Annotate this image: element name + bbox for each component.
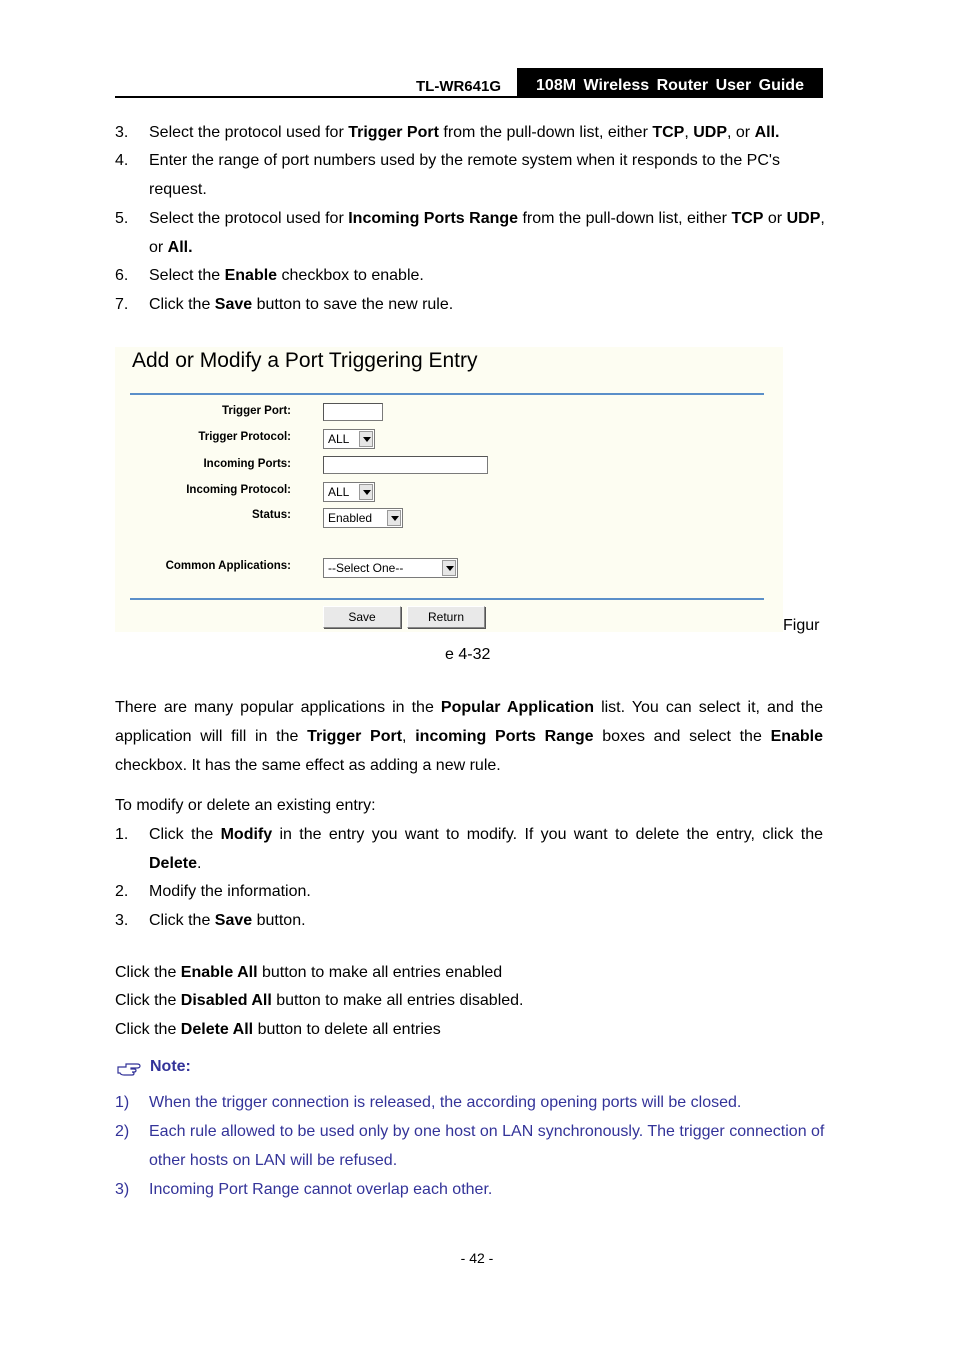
chevron-down-icon[interactable] [387, 510, 401, 526]
note-number: 2) [115, 1123, 130, 1140]
common-apps-value: --Select One-- [328, 561, 404, 575]
trigger-protocol-label: Trigger Protocol: [198, 431, 291, 443]
list-number: 1. [115, 826, 129, 843]
note-number: 1) [115, 1094, 130, 1111]
incoming-protocol-label: Incoming Protocol: [186, 484, 291, 496]
list-number: 4. [115, 152, 129, 169]
header-guide-title: 108M Wireless Router User Guide [517, 68, 823, 97]
list-text: Enter the range of port numbers used by the remote system when it responds to the PC's request. [149, 152, 780, 198]
list-text: Click the Save button. [149, 912, 306, 929]
chevron-down-icon[interactable] [359, 431, 373, 447]
list-number: 3. [115, 124, 129, 141]
trigger-protocol-value: ALL [328, 432, 350, 446]
list-text: Select the protocol used for Incoming Ports Range from the pull-down list, either TCP or UDP, or All. [149, 210, 825, 256]
port-trigger-form-panel [115, 347, 783, 632]
list-number: 7. [115, 296, 129, 313]
popular-application-paragraph: There are many popular applications in the Popular Application list. You can select it, and the application will fill in the Trigger Port, incoming Ports Range boxes and select the Enable checkbox. It has the same effect as adding a new rule. [115, 699, 824, 774]
note-label: Note: [150, 1058, 191, 1075]
status-value: Enabled [328, 511, 373, 525]
chevron-down-icon[interactable] [359, 484, 373, 500]
note-text: When the trigger connection is released, the according opening ports will be closed. [149, 1094, 742, 1111]
panel-title: Add or Modify a Port Triggering Entry [132, 349, 478, 372]
pointing-hand-icon [117, 1061, 141, 1077]
list-number: 3. [115, 912, 129, 929]
disabled-all-line: Click the Disabled All button to make all entries disabled. [115, 992, 524, 1009]
return-button[interactable]: Return [407, 606, 485, 628]
header-rule [115, 96, 823, 98]
trigger-protocol-select[interactable] [323, 429, 375, 449]
save-button[interactable]: Save [323, 606, 401, 628]
panel-top-rule [130, 393, 764, 395]
note-text: Each rule allowed to be used only by one host on LAN synchronously. The trigger connection of other hosts on LAN will be refused. [149, 1123, 825, 1169]
note-number: 3) [115, 1181, 130, 1198]
note-text: Incoming Port Range cannot overlap each other. [149, 1181, 493, 1198]
list-text: Select the Enable checkbox to enable. [149, 267, 424, 284]
list-text: Select the protocol used for Trigger Port from the pull-down list, either TCP, UDP, or All. [149, 124, 780, 141]
list-text: Modify the information. [149, 883, 311, 900]
chevron-down-icon[interactable] [442, 560, 456, 576]
incoming-ports-input[interactable] [323, 456, 488, 474]
common-apps-select[interactable] [323, 558, 458, 578]
enable-all-line: Click the Enable All button to make all entries enabled [115, 964, 503, 981]
status-label: Status: [252, 509, 291, 521]
status-select[interactable] [323, 508, 403, 528]
list-text: Click the Save button to save the new rule. [149, 296, 454, 313]
figure-caption-part1: Figur [783, 617, 820, 634]
incoming-protocol-value: ALL [328, 485, 350, 499]
incoming-protocol-select[interactable] [323, 482, 375, 502]
page-number: - 42 - [460, 1250, 494, 1266]
common-apps-label: Common Applications: [165, 560, 291, 572]
trigger-port-label: Trigger Port: [221, 405, 291, 417]
incoming-ports-label: Incoming Ports: [203, 458, 291, 470]
trigger-port-input[interactable] [323, 403, 383, 421]
figure-caption-part2: e 4-32 [445, 646, 491, 663]
list-text: Click the Modify in the entry you want to modify. If you want to delete the entry, click the Delete. [149, 826, 824, 872]
modify-intro: To modify or delete an existing entry: [115, 797, 376, 814]
list-number: 2. [115, 883, 129, 900]
delete-all-line: Click the Delete All button to delete all entries [115, 1021, 441, 1038]
list-number: 6. [115, 267, 129, 284]
header-model: TL-WR641G [416, 78, 502, 95]
list-number: 5. [115, 210, 129, 227]
panel-bottom-rule [130, 598, 764, 600]
